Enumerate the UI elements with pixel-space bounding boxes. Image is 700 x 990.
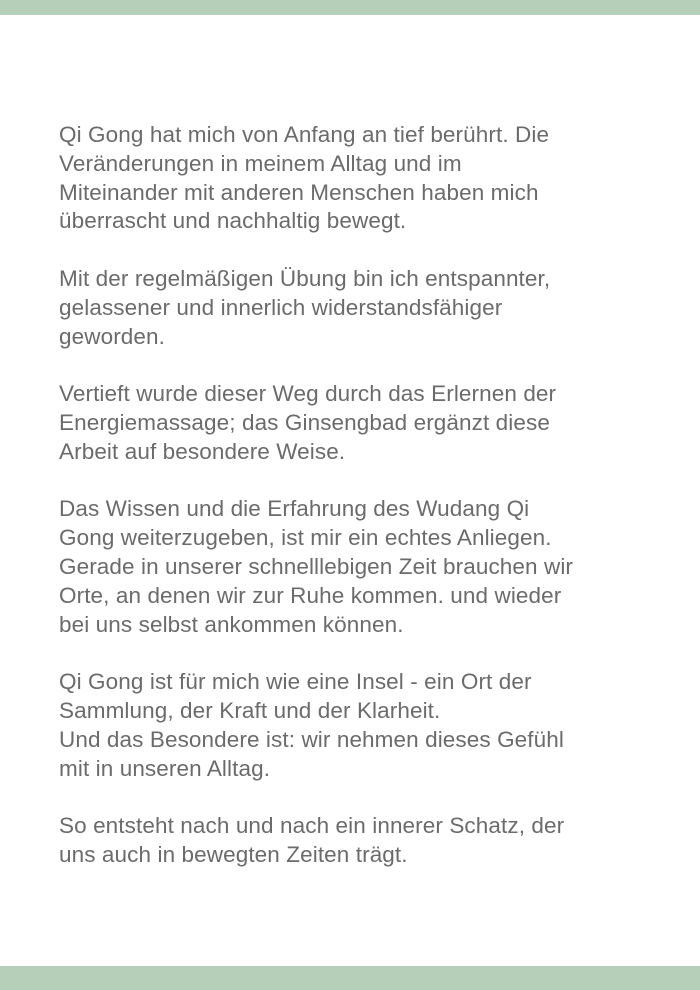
paragraph-practice — [59, 265, 659, 351]
text-line: gelassener und innerlich widerstandsfähiger — [59, 294, 503, 320]
paragraph-island — [59, 668, 659, 783]
text-line: Qi Gong hat mich von Anfang an tief berührt. Die — [59, 122, 550, 147]
text-line: Veränderungen in meinem Alltag und im — [59, 150, 462, 176]
text-line: Miteinander mit anderen Menschen haben mich — [59, 179, 539, 205]
text-line: Mit der regelmäßigen Übung bin ich entspannter, — [59, 265, 551, 291]
text-line: überrascht und nachhaltig bewegt. — [59, 208, 407, 234]
text-line: Orte, an denen wir zur Ruhe kommen. und wieder — [59, 582, 562, 608]
bottom-accent-band — [0, 966, 700, 990]
text-line: Sammlung, der Kraft und der Klarheit. — [59, 697, 441, 723]
text-line: Energiemassage; das Ginsengbad ergänzt diese — [59, 409, 550, 435]
text-line: Das Wissen und die Erfahrung des Wudang Qi — [59, 496, 530, 522]
paragraph-deepening — [59, 380, 659, 466]
text-line: Gerade in unserer schnelllebigen Zeit brauchen wir — [59, 553, 574, 579]
text-body — [59, 121, 659, 870]
text-line: Vertieft wurde dieser Weg durch das Erlernen der — [59, 381, 557, 407]
paragraph-treasure — [59, 812, 659, 870]
text-line: Und das Besondere ist: wir nehmen dieses Gefühl — [59, 726, 564, 752]
text-line: uns auch in bewegten Zeiten trägt. — [59, 841, 408, 867]
top-accent-band — [0, 0, 700, 15]
text-line: Gong weiterzugeben, ist mir ein echtes Anliegen. — [59, 525, 552, 551]
text-line: bei uns selbst ankommen können. — [59, 611, 404, 637]
text-line: Arbeit auf besondere Weise. — [59, 438, 346, 464]
text-line: Qi Gong ist für mich wie eine Insel - ein Ort der — [59, 669, 532, 695]
text-line: mit in unseren Alltag. — [59, 755, 271, 781]
paragraph-intro — [59, 121, 659, 236]
paragraph-sharing — [59, 495, 659, 639]
text-line: geworden. — [59, 323, 165, 349]
text-line: So entsteht nach und nach ein innerer Schatz, der — [59, 813, 565, 839]
